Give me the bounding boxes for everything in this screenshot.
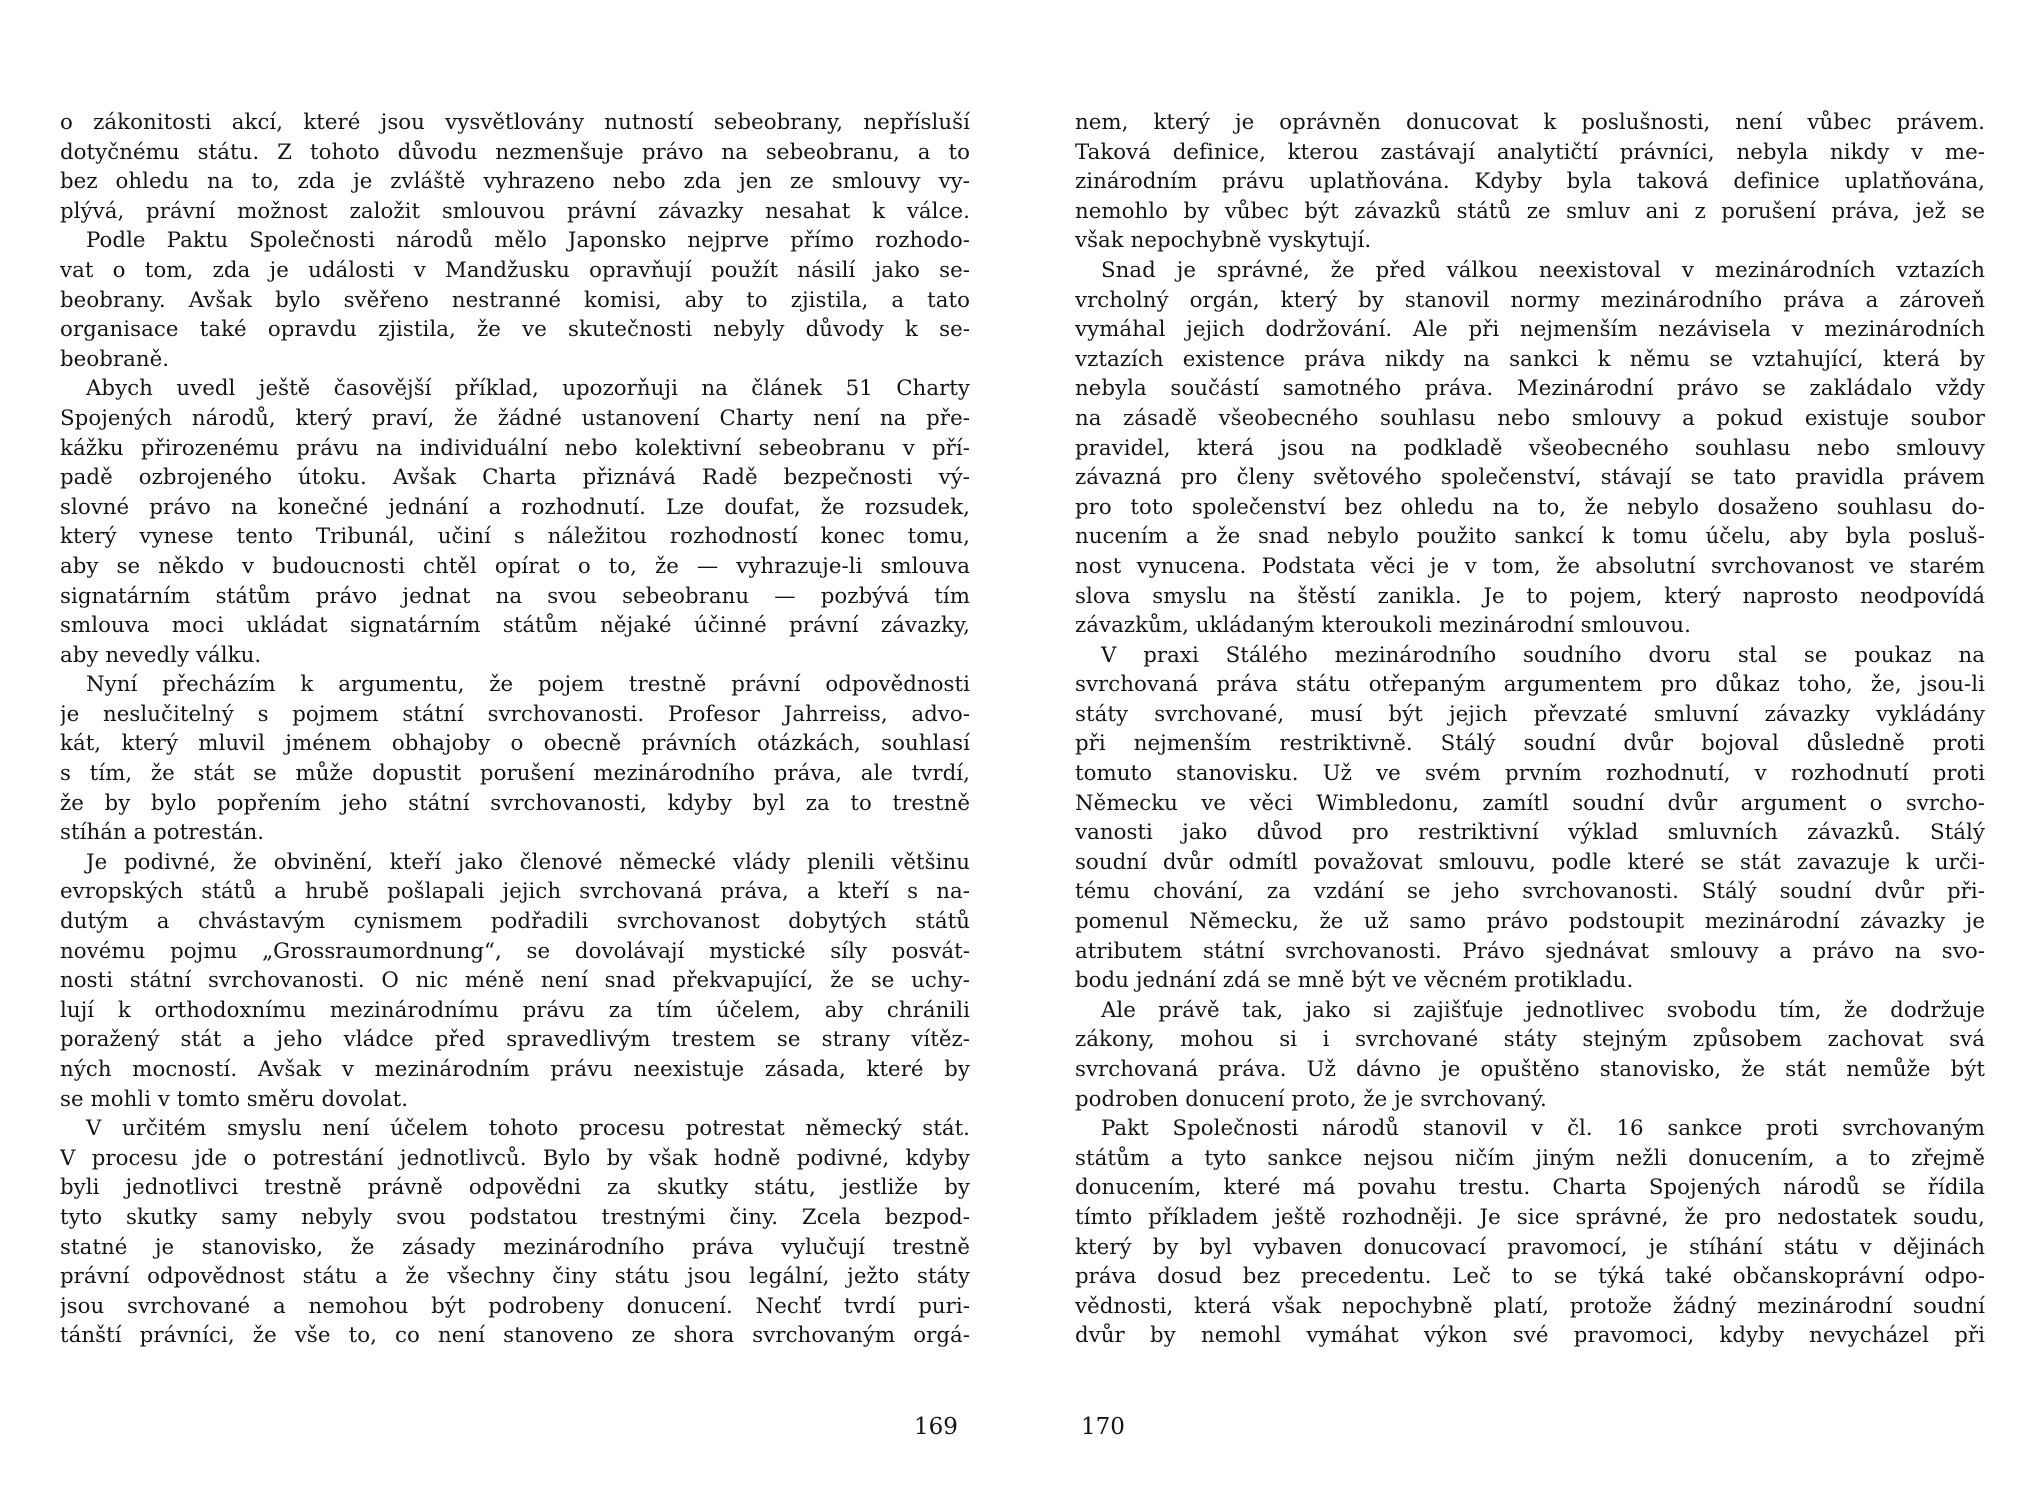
text-line: Pakt Společnosti národů stanovil v čl. 16 sankce proti svrchovaným xyxy=(1101,1116,1985,1142)
text-line: tému chování, za vzdání se jeho svrchovanosti. Stálý soudní dvůr při- xyxy=(1075,879,1985,905)
text-line: právní odpovědnost státu a že všechny činy státu jsou legální, ježto státy xyxy=(60,1264,970,1290)
text-line: státům a tyto sankce nejsou ničím jiným nežli donucením, a to zřejmě xyxy=(1075,1145,1985,1171)
text-line: Abych uvedl ještě časovější příklad, upozorňuji na článek 51 Charty xyxy=(86,376,970,402)
text-line: poražený stát a jeho vládce před spravedlivým trestem se strany vítěz- xyxy=(60,1027,970,1053)
text-line: soudní dvůr odmítl považovat smlouvu, podle které se stát zavazuje k urči- xyxy=(1075,849,1985,875)
text-line: statné je stanovisko, že zásady mezinárodního práva vylučují trestně xyxy=(60,1234,970,1260)
text-line: práva dosud bez precedentu. Leč to se týká také občanskoprávní odpo- xyxy=(1075,1264,1985,1290)
text-line: V procesu jde o potrestání jednotlivců. Bylo by však hodně podivné, kdyby xyxy=(60,1145,970,1171)
text-line: Spojených národů, který praví, že žádné ustanovení Charty není na pře- xyxy=(60,405,970,431)
text-line: aby nevedly válku. xyxy=(60,642,262,668)
text-line: signatárním státům právo jednat na svou sebeobranu — pozbývá tím xyxy=(60,583,970,609)
text-line: Německu ve věci Wimbledonu, zamítl soudní dvůr argument o svrcho- xyxy=(1075,790,1985,816)
text-line: kát, který mluvil jménem obhajoby o obecně právních otázkách, souhlasí xyxy=(60,731,970,757)
text-line: že by bylo popřením jeho státní svrchovanosti, kdyby byl za to trestně xyxy=(60,790,970,816)
text-line: novému pojmu „Grossraumordnung“, se dovolávají mystické síly posvát- xyxy=(60,938,970,964)
text-line: bez ohledu na to, zda je zvláště vyhrazeno nebo zda jen ze smlouvy vy- xyxy=(60,169,970,195)
text-line: Je podivné, že obvinění, kteří jako členové německé vlády plenili většinu xyxy=(86,849,970,875)
text-line: nem, který je oprávněn donucovat k poslušnosti, není vůbec právem. xyxy=(1075,110,1985,135)
text-line: nebyla součástí samotného práva. Mezinárodní právo se zakládalo vždy xyxy=(1075,376,1985,402)
text-line: svrchovaná práva státu otřepaným argumentem pro důkaz toho, že, jsou-li xyxy=(1075,672,1985,698)
text-line: Nyní přecházím k argumentu, že pojem trestně právní odpovědnosti xyxy=(86,672,970,698)
text-line: stíhán a potrestán. xyxy=(60,820,265,846)
text-line: pro toto společenství bez ohledu na to, že nebylo dosaženo souhlasu do- xyxy=(1075,494,1985,520)
text-line: který vynese tento Tribunál, učiní s náležitou rozhodností konec tomu, xyxy=(60,524,970,550)
text-line: padě ozbrojeného útoku. Avšak Charta přiznává Radě bezpečnosti vý- xyxy=(60,465,970,491)
text-line: s tím, že stát se může dopustit porušení mezinárodního práva, ale tvrdí, xyxy=(60,761,970,787)
text-line: kážku přirozenému právu na individuální nebo kolektivní sebeobranu v pří- xyxy=(60,435,970,461)
text-line: vztazích existence práva nikdy na sankci k němu se vztahující, která by xyxy=(1075,346,1985,372)
text-line: o zákonitosti akcí, které jsou vysvětlovány nutností sebeobrany, nepřísluší xyxy=(60,110,970,135)
text-line: při nejmenším restriktivně. Stálý soudní dvůr bojoval důsledně proti xyxy=(1075,731,1985,757)
text-line: dutým a chvástavým cynismem podřadili svrchovanost dobytých států xyxy=(60,909,970,935)
text-line: byli jednotlivci trestně právně odpovědni za skutky státu, jestliže by xyxy=(60,1175,970,1201)
text-line: aby se někdo v budoucnosti chtěl opírat o to, že — vyhrazuje-li smlouva xyxy=(60,553,970,579)
left-page-number: 169 xyxy=(914,1414,958,1440)
text-line: vat o tom, zda je události v Mandžusku opravňují použít násilí jako se- xyxy=(60,257,970,283)
text-line: zákony, mohou si i svrchované státy stejným způsobem zachovat svá xyxy=(1075,1027,1985,1053)
text-line: dotyčnému státu. Z tohoto důvodu nezmenšuje právo na sebeobranu, a to xyxy=(60,139,970,165)
text-line: Ale právě tak, jako si zajišťuje jednotlivec svobodu tím, že dodržuje xyxy=(1101,997,1985,1023)
text-line: zinárodním právu uplatňována. Kdyby byla taková definice uplatňována, xyxy=(1075,169,1985,195)
text-line: podroben donucení proto, že je svrchovaný. xyxy=(1075,1086,1547,1112)
text-line: lují k orthodoxnímu mezinárodnímu právu za tím účelem, aby chránili xyxy=(60,997,970,1023)
text-line: který by byl vybaven donucovací pravomocí, je stíhání státu v dějinách xyxy=(1075,1234,1985,1260)
text-line: Podle Paktu Společnosti národů mělo Japonsko nejprve přímo rozhodo- xyxy=(86,228,970,254)
text-line: V praxi Stálého mezinárodního soudního dvoru stal se poukaz na xyxy=(1101,642,1985,668)
text-line: však nepochybně vyskytují. xyxy=(1075,228,1372,254)
text-line: závazkům, ukládaným kteroukoli mezinárodní smlouvou. xyxy=(1075,613,1691,639)
text-line: evropských států a hrubě pošlapali jejich svrchovaná práva, a kteří s na- xyxy=(60,879,970,905)
text-line: vanosti jako důvod pro restriktivní výklad smluvních závazků. Stálý xyxy=(1075,820,1985,846)
text-line: pomenul Německu, že už samo právo podstoupit mezinárodní závazky je xyxy=(1075,909,1985,935)
text-line: nosti státní svrchovanosti. O nic méně není snad překvapující, že se uchy- xyxy=(60,968,970,994)
text-line: plývá, právní možnost založit smlouvou právní závazky nesahat k válce. xyxy=(60,198,970,224)
text-line: je neslučitelný s pojmem státní svrchovanosti. Profesor Jahrreiss, advo- xyxy=(60,701,970,727)
text-line: pravidel, která jsou na podkladě všeobecného souhlasu nebo smlouvy xyxy=(1075,435,1985,461)
text-line: nemohlo by vůbec být závazků států ze smluv ani z porušení práva, jež se xyxy=(1075,198,1985,224)
text-line: vědnosti, která však nepochybně platí, protože žádný mezinárodní soudní xyxy=(1075,1293,1985,1319)
text-line: beobrany. Avšak bylo svěřeno nestranné komisi, aby to zjistila, a tato xyxy=(60,287,970,313)
text-line: smlouva moci ukládat signatárním státům nějaké účinné právní závazky, xyxy=(60,613,970,639)
text-line: státy svrchované, musí být jejich převzaté smluvní závazky vykládány xyxy=(1075,701,1985,727)
text-line: dvůr by nemohl vymáhat výkon své pravomoci, kdyby nevycházel při xyxy=(1075,1323,1985,1349)
text-line: donucením, které má povahu trestu. Charta Spojených národů se řídila xyxy=(1075,1175,1985,1201)
text-line: nost vynucena. Podstata věci je v tom, že absolutní svrchovanost ve starém xyxy=(1075,553,1985,579)
text-line: Snad je správné, že před válkou neexistoval v mezinárodních vztazích xyxy=(1101,257,1985,283)
text-line: se mohli v tomto směru dovolat. xyxy=(60,1086,409,1112)
text-line: slova smyslu na štěstí zanikla. Je to pojem, který naprosto neodpovídá xyxy=(1075,583,1985,609)
text-line: tomuto stanovisku. Už ve svém prvním rozhodnutí, v rozhodnutí proti xyxy=(1075,761,1985,787)
text-line: vrcholný orgán, který by stanovil normy mezinárodního práva a zároveň xyxy=(1075,287,1985,313)
right-page-number: 170 xyxy=(1081,1414,1125,1440)
text-line: závazná pro členy světového společenství, stávají se tato pravidla právem xyxy=(1075,465,1985,491)
right-page-text xyxy=(1075,108,1985,1351)
text-line: atributem státní svrchovanosti. Právo sjednávat smlouvy a právo na svo- xyxy=(1075,938,1985,964)
text-line: tyto skutky samy nebyly svou podstatou trestnými činy. Zcela bezpod- xyxy=(60,1204,970,1230)
text-line: na zásadě všeobecného souhlasu nebo smlouvy a pokud existuje soubor xyxy=(1075,405,1985,431)
text-line: beobraně. xyxy=(60,346,170,372)
text-line: svrchovaná práva. Už dávno je opuštěno stanovisko, že stát nemůže být xyxy=(1075,1057,1985,1082)
text-line: bodu jednání zdá se mně být ve věcném protikladu. xyxy=(1075,968,1634,994)
text-line: tánští právníci, že vše to, co není stanoveno ze shora svrchovaným orgá- xyxy=(60,1323,970,1349)
text-line: vymáhal jejich dodržování. Ale při nejmenším nezávisela v mezinárodních xyxy=(1075,317,1985,343)
text-line: jsou svrchované a nemohou být podrobeny donucení. Nechť tvrdí puri- xyxy=(60,1293,970,1319)
text-line: tímto příkladem ještě rozhodněji. Je sice správné, že pro nedostatek soudu, xyxy=(1075,1204,1985,1230)
text-line: Taková definice, kterou zastávají analytičtí právníci, nebyla nikdy v me- xyxy=(1075,139,1985,165)
text-line: ných mocností. Avšak v mezinárodním právu neexistuje zásada, které by xyxy=(60,1057,970,1082)
text-line: slovné právo na konečné jednání a rozhodnutí. Lze doufat, že rozsudek, xyxy=(60,494,970,520)
text-line: organisace také opravdu zjistila, že ve skutečnosti nebyly důvody k se- xyxy=(60,317,970,343)
left-page-text xyxy=(60,108,970,1351)
text-line: V určitém smyslu není účelem tohoto procesu potrestat německý stát. xyxy=(86,1116,970,1142)
text-line: nucením a že snad nebylo použito sankcí k tomu účelu, aby byla posluš- xyxy=(1075,524,1985,550)
